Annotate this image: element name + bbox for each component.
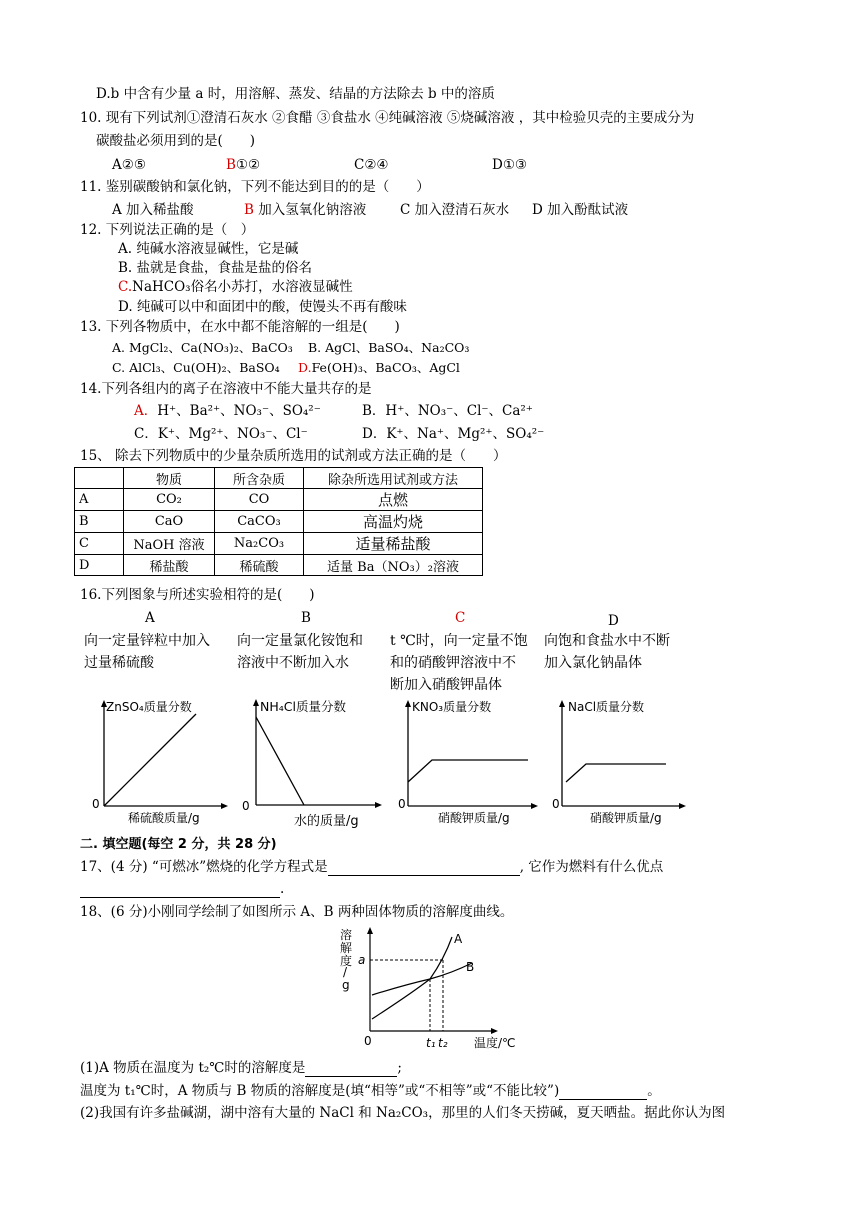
q16-desc-b	[237, 630, 363, 674]
q11-option-d: D 加入酚酞试液	[532, 202, 629, 218]
q12-stem: 12. 下列说法正确的是（ ）	[80, 222, 255, 238]
q14-option-a	[134, 402, 321, 420]
graph-xlabel: 硝酸钾质量/g	[590, 811, 662, 825]
q15-stem: 15、 除去下列物质中的少量杂质所选用的试剂或方法正确的是（ ）	[80, 448, 507, 464]
curve-a-label: A	[454, 932, 463, 946]
q18-part3: (2)我国有许多盐碱湖，湖中溶有大量的 NaCl 和 Na₂CO₃，那里的人们冬天捞碱，夏天晒盐。据此你认为图	[80, 1105, 726, 1121]
y-axis-arrow	[253, 699, 259, 706]
table-cell: A	[75, 489, 124, 511]
sol-ylabel-char: 度	[340, 954, 353, 968]
q14-option-c: C．K⁺、Mg²⁺、NO₃⁻、Cl⁻	[134, 426, 308, 442]
section-title: 二. 填空题(每空 2 分，共 28 分)	[80, 837, 277, 852]
table-header-row	[75, 468, 483, 489]
sol-ylabel-char: 解	[340, 941, 353, 955]
x-axis-arrow	[221, 803, 228, 809]
graph-ylabel: NH₄Cl质量分数	[260, 699, 346, 714]
table-cell: CaO	[124, 511, 215, 533]
table-cell: CO₂	[124, 489, 215, 511]
answer-blank[interactable]	[305, 1076, 397, 1077]
answer-letter: D.	[298, 360, 312, 375]
table-cell: 稀硫酸	[215, 555, 304, 576]
answer-blank[interactable]	[559, 1099, 647, 1100]
q16-label-c: C	[455, 610, 466, 626]
q13-option-a: A. MgCl₂、Ca(NO₃)₂、BaCO₃	[112, 340, 293, 355]
table-row	[75, 555, 483, 576]
q18-part2-end: 。	[647, 1083, 661, 1099]
graph-ylabel: NaCl质量分数	[568, 700, 645, 714]
desc-line: 过量稀硫酸	[84, 655, 154, 671]
table-cell: 点燃	[304, 489, 483, 511]
table-header-cell: 除杂所选用试剂或方法	[304, 468, 483, 489]
sol-origin: 0	[364, 1034, 372, 1048]
x-axis-arrow	[531, 803, 538, 809]
q10-option-b	[226, 156, 260, 174]
graph-origin: 0	[242, 799, 250, 813]
desc-line: 向一定量锌粒中加入	[84, 633, 210, 649]
table-cell: D	[75, 555, 124, 576]
q18-stem: 18、(6 分)小刚同学绘制了如图所示 A、B 两种固体物质的溶解度曲线。	[80, 904, 514, 920]
graph-ylabel: KNO₃质量分数	[412, 700, 492, 714]
answer-letter: C.	[118, 279, 133, 295]
graph-origin: 0	[398, 797, 406, 811]
q13-option-b: B. AgCl、BaSO₄、Na₂CO₃	[308, 340, 470, 355]
graph-ylabel: ZnSO₄质量分数	[106, 700, 192, 714]
impurity-table	[74, 467, 483, 576]
answer-letter: B	[244, 202, 254, 218]
q12-option-b: B. 盐就是食盐，食盐是盐的俗名	[118, 260, 313, 276]
x-axis-arrow	[679, 803, 686, 809]
answer-letter: B	[226, 157, 236, 173]
q17-text: 17、(4 分) “可燃冰”燃烧的化学方程式是	[80, 859, 328, 875]
q17-line	[80, 858, 663, 876]
graph-a	[86, 696, 230, 828]
q10-option-a: A②⑤	[112, 157, 146, 173]
table-cell: 稀盐酸	[124, 555, 215, 576]
a-label: a	[358, 953, 366, 967]
q13-option-c: C. AlCl₃、Cu(OH)₂、BaSO₄	[112, 360, 280, 375]
table-row	[75, 511, 483, 533]
sol-xlabel: 温度/℃	[474, 1036, 516, 1050]
q16-label-d: D	[608, 613, 619, 629]
desc-line: t ℃时，向一定量不饱	[390, 633, 528, 649]
desc-line: 溶液中不断加入水	[237, 655, 349, 671]
q16-desc-d	[544, 630, 670, 674]
graph-d	[550, 696, 694, 828]
q16-label-a: A	[145, 610, 155, 626]
table-header-cell: 所含杂质	[215, 468, 304, 489]
q14-stem: 14.下列各组内的离子在溶液中不能大量共存的是	[80, 381, 372, 397]
q14-option-a-text: H⁺、Ba²⁺、NO₃⁻、SO₄²⁻	[157, 403, 321, 419]
t1-label: t₁	[426, 1036, 436, 1050]
solubility-chart	[334, 923, 534, 1057]
q10-stem: 10. 现有下列试剂①澄清石灰水 ②食醋 ③食盐水 ④纯碱溶液 ⑤烧碱溶液 ，其中检验贝壳的主要成分为	[80, 110, 695, 126]
q11-option-b-text: 加入氢氧化钠溶液	[253, 202, 367, 218]
q12-option-c	[118, 278, 353, 296]
sol-ylabel-char: /	[343, 965, 348, 979]
q16-desc-c	[390, 630, 528, 696]
desc-line: 向饱和食盐水中不断	[544, 633, 670, 649]
sol-ylabel-char: 溶	[340, 928, 353, 942]
q18-part1-end: ;	[397, 1060, 402, 1076]
y-axis-arrow	[559, 700, 565, 707]
table-cell: NaOH 溶液	[124, 533, 215, 555]
table-cell: B	[75, 511, 124, 533]
q13-stem: 13. 下列各物质中，在水中都不能溶解的一组是( )	[80, 319, 400, 335]
q9-option-d: D.b 中含有少量 a 时，用溶解、蒸发、结晶的方法除去 b 中的溶质	[96, 86, 495, 102]
graph-b	[238, 693, 384, 833]
q13-option-d-text: Fe(OH)₃、BaCO₃、AgCl	[311, 360, 460, 375]
table-cell: CO	[215, 489, 304, 511]
table-row	[75, 533, 483, 555]
graph-origin: 0	[552, 797, 560, 811]
q18-part2-text: 温度为 t₁℃时，A 物质与 B 物质的溶解度是(填“相等”或“不相等”或“不能比较”)	[80, 1083, 560, 1099]
table-header-cell: 物质	[124, 468, 215, 489]
table-cell: CaCO₃	[215, 511, 304, 533]
desc-line: 断加入硝酸钾晶体	[390, 677, 502, 693]
graph-c	[396, 696, 542, 828]
q10-option-b-text: ①②	[235, 157, 261, 173]
graph-xlabel: 稀硫酸质量/g	[128, 811, 200, 825]
curve-a	[372, 937, 452, 1019]
t2-label: t₂	[438, 1036, 448, 1050]
q14-option-d: D．K⁺、Na⁺、Mg²⁺、SO₄²⁻	[362, 426, 545, 442]
table-cell: 高温灼烧	[304, 511, 483, 533]
q17-text-cont: , 它作为燃料有什么优点	[519, 859, 664, 875]
answer-blank[interactable]	[328, 875, 520, 876]
q12-option-c-text: NaHCO₃俗名小苏打，水溶液显碱性	[132, 279, 353, 295]
graph-origin: 0	[92, 797, 100, 811]
graph-line	[256, 717, 304, 805]
q16-desc-a	[84, 630, 210, 674]
q17-end: .	[280, 881, 285, 897]
q12-option-d: D. 纯碱可以中和面团中的酸，使馒头不再有酸味	[118, 299, 407, 315]
graph-line	[104, 714, 196, 806]
q11-stem: 11. 鉴别碳酸钠和氯化钠，下列不能达到目的的是（ ）	[80, 179, 430, 195]
graph-xlabel: 硝酸钾质量/g	[438, 811, 510, 825]
q11-option-c: C 加入澄清石灰水	[400, 202, 510, 218]
graph-line	[408, 760, 528, 782]
graph-xlabel: 水的质量/g	[294, 814, 359, 829]
q10-option-d: D①③	[492, 157, 528, 173]
sol-ylabel	[340, 927, 352, 992]
table-cell: 适量 Ba（NO₃）₂溶液	[304, 555, 483, 576]
table-row	[75, 489, 483, 511]
table-header-cell	[75, 468, 124, 489]
y-axis-arrow	[405, 700, 411, 707]
q11-option-a: A 加入稀盐酸	[112, 202, 194, 218]
table-cell: Na₂CO₃	[215, 533, 304, 555]
q10-stem-cont: 碳酸盐必须用到的是( )	[96, 133, 256, 149]
answer-blank[interactable]	[80, 897, 280, 898]
x-axis-arrow	[491, 1028, 498, 1034]
desc-line: 和的硝酸钾溶液中不	[390, 655, 516, 671]
q12-option-a: A. 纯碱水溶液显碱性，它是碱	[118, 241, 299, 257]
q17-line-2	[80, 880, 284, 898]
curve-b	[372, 963, 472, 995]
q14-option-b: B．H⁺、NO₃⁻、Cl⁻、Ca²⁺	[362, 403, 533, 419]
q13-option-d	[298, 359, 460, 377]
curve-b-label: B	[466, 960, 475, 974]
q16-stem: 16.下列图象与所述实验相符的是( )	[80, 587, 315, 603]
q18-part2	[80, 1082, 661, 1100]
q18-part1	[80, 1059, 402, 1077]
table-cell: 适量稀盐酸	[304, 533, 483, 555]
y-axis-arrow	[367, 927, 373, 934]
q18-part1-text: (1)A 物质在温度为 t₂℃时的溶解度是	[80, 1060, 306, 1076]
q10-option-c: C②④	[354, 157, 389, 173]
x-axis-arrow	[375, 802, 382, 808]
desc-line: 加入氯化钠晶体	[544, 655, 642, 671]
q11-option-b	[244, 201, 366, 219]
desc-line: 向一定量氯化铵饱和	[237, 633, 363, 649]
graph-line	[566, 764, 666, 782]
table-cell: C	[75, 533, 124, 555]
sol-ylabel-char: g	[342, 978, 350, 992]
answer-letter: A．	[134, 403, 158, 419]
q16-label-b: B	[301, 610, 311, 626]
